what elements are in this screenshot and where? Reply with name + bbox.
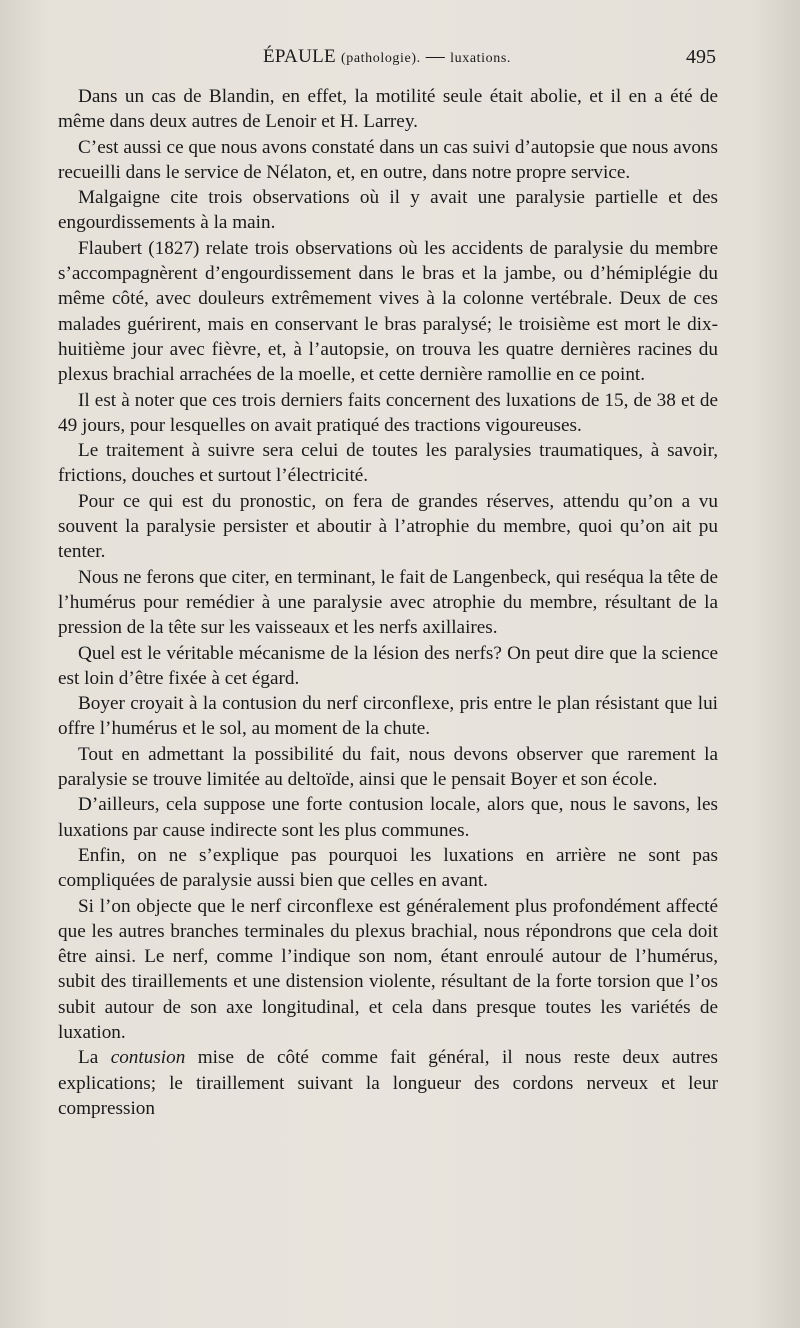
paragraph xyxy=(58,1045,718,1121)
title-sub: (pathologie). xyxy=(340,51,421,66)
title-main: ÉPAULE xyxy=(263,46,336,67)
paragraph: Si l’on objecte que le nerf circonflexe est généralement plus profondément affecté que les autres branches terminales du plexus brachial, nous répondrons que cela doit être ainsi. Le nerf, comme l’indique son nom, étant enroulé autour de l’humérus, subit des tiraillements et une distension violente, résultant de la forte torsion que l’os subit autour de son axe longitudinal, et cela dans presque toutes les variétés de luxation. xyxy=(58,895,718,1043)
paragraph-text: mise de côté comme fait général, il nous reste deux autres explications; le tiraillement suivant la longueur des cordons nerveux et leur compression xyxy=(58,1047,718,1119)
paragraph: D’ailleurs, cela suppose une forte contusion locale, alors que, nous le savons, les luxations par cause indirecte sont les plus communes. xyxy=(58,794,718,841)
body-text xyxy=(58,84,718,1121)
paragraph: Enfin, on ne s’explique pas pourquoi les luxations en arrière ne sont pas compliquées de paralysie aussi bien que celles en avant. xyxy=(58,844,718,892)
running-header xyxy=(58,46,716,76)
title-dash: — xyxy=(425,46,446,67)
paragraph: Tout en admettant la possibilité du fait, nous devons observer que rarement la paralysie se trouve limitée au deltoïde, ainsi que le pensait Boyer et son école. xyxy=(58,743,718,791)
paragraph: Flaubert (1827) relate trois observations où les accidents de paralysie du membre s’accompagnèrent d’engourdissement dans le bras et la jambe, ou d’hémiplégie du même côté, avec douleurs extrêmement vives à la colonne vertébrale. Deux de ces malades guérirent, mais en conservant le bras paralysé; le troisième est mort le dix-huitième jour avec fièvre, et, à l’autopsie, on trouva les quatre dernières racines du plexus brachial arrachées de la moelle, et cette dernière ramollie en ce point. xyxy=(58,237,718,386)
paragraph: Nous ne ferons que citer, en terminant, le fait de Langenbeck, qui reséqua la tête de l’humérus pour remédier à une paralysie avec atrophie du membre, résultant de la pression de la tête sur les vaisseaux et les nerfs axillaires. xyxy=(58,566,718,639)
paragraph: Dans un cas de Blandin, en effet, la motilité seule était abolie, et il en a été de même dans deux autres de Lenoir et H. Larrey. xyxy=(58,86,718,133)
paragraph: Malgaigne cite trois observations où il y avait une paralysie partielle et des engourdissements à la main. xyxy=(58,187,718,234)
italic-term: contusion xyxy=(110,1047,186,1069)
paragraph-text: La xyxy=(78,1047,111,1069)
paragraph: Quel est le véritable mécanisme de la lésion des nerfs? On peut dire que la science est loin d’être fixée à cet égard. xyxy=(58,642,718,689)
running-title xyxy=(58,46,716,68)
paragraph: C’est aussi ce que nous avons constaté dans un cas suivi d’autopsie que nous avons recueilli dans le service de Nélaton, et, en outre, dans notre propre service. xyxy=(58,136,718,183)
paragraph: Boyer croyait à la contusion du nerf circonflexe, pris entre le plan résistant que lui offre l’humérus et le sol, au moment de la chute. xyxy=(58,693,718,740)
page-number: 495 xyxy=(686,46,716,68)
paragraph: Pour ce qui est du pronostic, on fera de grandes réserves, attendu qu’on a vu souvent la paralysie persister et aboutir à l’atrophie du membre, quoi qu’on ait pu tenter. xyxy=(58,490,718,563)
paragraph: Il est à noter que ces trois derniers faits concernent des luxations de 15, de 38 et de 49 jours, pour lesquelles on avait pratiqué des tractions vigoureuses. xyxy=(58,389,718,436)
title-section: luxations. xyxy=(450,51,511,66)
paragraph: Le traitement à suivre sera celui de toutes les paralysies traumatiques, à savoir, frictions, douches et surtout l’électricité. xyxy=(58,440,718,487)
